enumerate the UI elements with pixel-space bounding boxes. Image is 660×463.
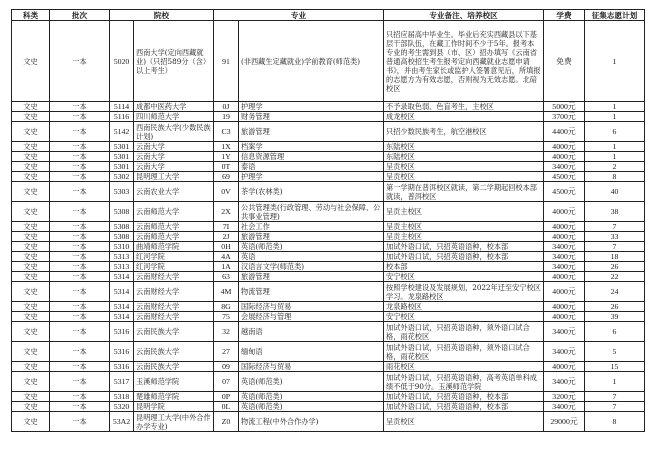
notes-cell: 呈贡校区 (384, 412, 544, 432)
notes-cell: 只招少数民族考生，航空港校区 (384, 122, 544, 142)
tuition-cell: 4000元 (544, 312, 585, 322)
plan-cell: 7 (585, 222, 645, 232)
tuition-cell: 4000元 (544, 272, 585, 282)
major-code-cell: 27 (214, 342, 239, 362)
plan-cell: 8 (585, 412, 645, 432)
category-cell: 文史 (12, 162, 50, 172)
table-row (12, 152, 645, 162)
school-code-cell: 5301 (110, 142, 134, 152)
header-major: 专业 (214, 10, 384, 21)
school-code-cell: 5314 (110, 302, 134, 312)
school-code-cell: 5314 (110, 312, 134, 322)
plan-cell: 7 (585, 242, 645, 252)
school-name-cell: 云南财经大学 (134, 282, 214, 302)
major-code-cell: 0T (214, 162, 239, 172)
major-name-cell: 越南语 (239, 322, 384, 342)
school-code-cell: 5314 (110, 272, 134, 282)
category-cell: 文史 (12, 312, 50, 322)
major-name-cell: 英语(师范类) (239, 242, 384, 252)
notes-cell: 加试外语口试，只招英语语种，校本部 (384, 392, 544, 402)
batch-cell: 一本 (50, 272, 110, 282)
category-cell: 文史 (12, 372, 50, 392)
notes-cell: 加试外语口试，只招英语语种，须外语口试合格，雨花校区 (384, 342, 544, 362)
plan-cell: 7 (585, 402, 645, 412)
school-code-cell: 5302 (110, 172, 134, 182)
major-code-cell: 8G (214, 302, 239, 312)
tuition-cell: 4000元 (544, 222, 585, 232)
school-name-cell: 云南大学 (134, 142, 214, 152)
category-cell: 文史 (12, 172, 50, 182)
major-code-cell: 1X (214, 142, 239, 152)
notes-cell: 呈贡主校区 (384, 232, 544, 242)
notes-cell: 加试外语口试，只招英语语种，校本部 (384, 252, 544, 262)
plan-cell: 8 (585, 172, 645, 182)
header-batch: 批次 (50, 10, 110, 21)
category-cell: 文史 (12, 252, 50, 262)
major-name-cell: 英语(师范类) (239, 392, 384, 402)
school-name-cell: 云南民族大学 (134, 322, 214, 342)
plan-cell: 15 (585, 362, 645, 372)
batch-cell: 一本 (50, 182, 110, 202)
batch-cell: 一本 (50, 312, 110, 322)
school-code-cell: 5316 (110, 362, 134, 372)
tuition-cell: 3400元 (544, 242, 585, 252)
batch-cell: 一本 (50, 282, 110, 302)
notes-cell: 成龙校区 (384, 112, 544, 122)
tuition-cell: 4000元 (544, 362, 585, 372)
major-name-cell: 缅甸语 (239, 342, 384, 362)
batch-cell: 一本 (50, 402, 110, 412)
tuition-cell: 4500元 (544, 172, 585, 182)
school-code-cell: 5142 (110, 122, 134, 142)
school-name-cell: 玉溪师范学院 (134, 372, 214, 392)
major-code-cell: C3 (214, 122, 239, 142)
plan-cell: 18 (585, 252, 645, 262)
table-row (12, 322, 645, 342)
major-name-cell: 物流工程(中外合作办学) (239, 412, 384, 432)
major-name-cell: 旅游管理 (239, 272, 384, 282)
major-name-cell: 汉语言文学(师范类) (239, 262, 384, 272)
batch-cell: 一本 (50, 202, 110, 222)
tuition-cell: 3400元 (544, 342, 585, 362)
school-code-cell: 5020 (110, 21, 134, 102)
plan-cell: 1 (585, 142, 645, 152)
category-cell: 文史 (12, 232, 50, 242)
table-row (12, 282, 645, 302)
major-code-cell: 75 (214, 312, 239, 322)
notes-cell: 东陆校区 (384, 142, 544, 152)
header-school: 院校 (110, 10, 214, 21)
major-name-cell: 英语 (239, 252, 384, 262)
plan-cell: 7 (585, 392, 645, 402)
batch-cell: 一本 (50, 152, 110, 162)
table-row (12, 202, 645, 222)
category-cell: 文史 (12, 402, 50, 412)
notes-cell: 不予录取色弱、色盲考生，主校区 (384, 102, 544, 112)
major-code-cell: 07 (214, 372, 239, 392)
tuition-cell: 4000元 (544, 282, 585, 302)
major-name-cell: 英语(师范类) (239, 402, 384, 412)
school-name-cell: 红河学院 (134, 262, 214, 272)
school-code-cell: 5303 (110, 182, 134, 202)
school-code-cell: 5308 (110, 202, 134, 222)
major-code-cell: 0H (214, 242, 239, 252)
tuition-cell: 4000元 (544, 202, 585, 222)
major-code-cell: 7I (214, 222, 239, 232)
school-name-cell: 四川师范大学 (134, 112, 214, 122)
batch-cell: 一本 (50, 392, 110, 402)
plan-cell: 1 (585, 112, 645, 122)
category-cell: 文史 (12, 102, 50, 112)
notes-cell: 呈贡主校区 (384, 202, 544, 222)
tuition-cell: 3200元 (544, 392, 585, 402)
batch-cell: 一本 (50, 122, 110, 142)
tuition-cell: 4400元 (544, 122, 585, 142)
table-row (12, 392, 645, 402)
batch-cell: 一本 (50, 232, 110, 242)
notes-cell: 安宁校区 (384, 272, 544, 282)
school-code-cell: 5301 (110, 152, 134, 162)
table-row (12, 342, 645, 362)
school-name-cell: 成都中医药大学 (134, 102, 214, 112)
school-code-cell: 5313 (110, 252, 134, 262)
major-name-cell: 茶学(农林类) (239, 182, 384, 202)
plan-cell: 24 (585, 282, 645, 302)
notes-cell: 第一学期在普洱校区就读，第二学期起回校本部就读，普洱校区 (384, 182, 544, 202)
category-cell: 文史 (12, 112, 50, 122)
batch-cell: 一本 (50, 222, 110, 232)
plan-cell: 26 (585, 302, 645, 312)
table-row (12, 162, 645, 172)
tuition-cell: 29000元 (544, 412, 585, 432)
category-cell: 文史 (12, 282, 50, 302)
school-name-cell: 云南民族大学 (134, 342, 214, 362)
plan-cell: 1 (585, 102, 645, 112)
major-name-cell: 护理学 (239, 102, 384, 112)
batch-cell: 一本 (50, 162, 110, 172)
batch-cell: 一本 (50, 242, 110, 252)
school-name-cell: 昆明理工大学 (134, 172, 214, 182)
table-row (12, 172, 645, 182)
school-name-cell: 云南师范大学 (134, 232, 214, 242)
category-cell: 文史 (12, 342, 50, 362)
plan-cell: 1 (585, 372, 645, 392)
plan-cell: 6 (585, 122, 645, 142)
major-name-cell: 英语(师范类) (239, 372, 384, 392)
major-code-cell: 0P (214, 392, 239, 402)
major-code-cell: 09 (214, 362, 239, 372)
major-code-cell: 1A (214, 262, 239, 272)
major-name-cell: 国际经济与贸易 (239, 362, 384, 372)
tuition-cell: 4500元 (544, 182, 585, 202)
header-tuition: 学费 (544, 10, 585, 21)
table-row (12, 21, 645, 102)
school-name-cell: 曲靖师范学院 (134, 242, 214, 252)
major-name-cell: 旅游管理 (239, 232, 384, 242)
batch-cell: 一本 (50, 252, 110, 262)
batch-cell: 一本 (50, 172, 110, 182)
plan-cell: 2 (585, 162, 645, 172)
school-name-cell: 昆明学院 (134, 402, 214, 412)
batch-cell: 一本 (50, 342, 110, 362)
batch-cell: 一本 (50, 302, 110, 312)
school-code-cell: 5308 (110, 232, 134, 242)
table-row (12, 102, 645, 112)
major-name-cell: 信息资源管理 (239, 152, 384, 162)
major-code-cell: 4A (214, 252, 239, 262)
major-name-cell: 会展经济与管理 (239, 312, 384, 322)
plan-cell: 40 (585, 182, 645, 202)
tuition-cell: 免费 (544, 21, 585, 102)
notes-cell: 只招应届高中毕业生。毕业后充实西藏县以下基层干部队伍，在藏工作时间不少于5年。报考本专业的考生需到县（市、区）招办填写《云南省普通高校招生考生报考定向西藏就业志愿申请书》，并由考生家长或监护人签署意见后，所填报的志愿方为有效志愿，否则视为无效志愿。北碚校区 (384, 21, 544, 102)
school-name-cell: 楚雄师范学院 (134, 392, 214, 402)
table-row (12, 142, 645, 152)
major-name-cell: (非西藏生定藏就业)学前教育(师范类) (239, 21, 384, 102)
major-name-cell: 物流管理 (239, 282, 384, 302)
plan-cell: 1 (585, 152, 645, 162)
major-name-cell: 公共管理类(行政管理、劳动与社会保障、公共事业管理) (239, 202, 384, 222)
batch-cell: 一本 (50, 262, 110, 272)
table-row (12, 122, 645, 142)
major-name-cell: 财务管理 (239, 112, 384, 122)
admission-plan-table (11, 9, 645, 432)
batch-cell: 一本 (50, 322, 110, 342)
tuition-cell: 5000元 (544, 102, 585, 112)
plan-cell: 33 (585, 232, 645, 242)
table-row (12, 222, 645, 232)
notes-cell: 呈贡校区 (384, 172, 544, 182)
school-code-cell: 5314 (110, 282, 134, 302)
plan-cell: 38 (585, 202, 645, 222)
plan-cell: 26 (585, 262, 645, 272)
major-code-cell: 69 (214, 172, 239, 182)
category-cell: 文史 (12, 142, 50, 152)
notes-cell: 呈贡主校区 (384, 222, 544, 232)
table-row (12, 312, 645, 322)
table-row (12, 252, 645, 262)
category-cell: 文史 (12, 152, 50, 162)
batch-cell: 一本 (50, 112, 110, 122)
school-code-cell: 5116 (110, 112, 134, 122)
school-code-cell: 5313 (110, 262, 134, 272)
notes-cell: 加试外语口试，只招英语语种，校本部 (384, 402, 544, 412)
category-cell: 文史 (12, 242, 50, 252)
major-code-cell: 0V (214, 182, 239, 202)
major-code-cell: 32 (214, 322, 239, 342)
major-name-cell: 泰语 (239, 162, 384, 172)
major-code-cell: 2J (214, 232, 239, 242)
notes-cell: 雨花校区 (384, 362, 544, 372)
table-row (12, 402, 645, 412)
school-code-cell: 5308 (110, 222, 134, 232)
school-code-cell: 5318 (110, 392, 134, 402)
school-name-cell: 西南民族大学(少数民族计划) (134, 122, 214, 142)
school-code-cell: 5320 (110, 402, 134, 412)
major-name-cell: 旅游管理 (239, 122, 384, 142)
school-name-cell: 云南农业大学 (134, 182, 214, 202)
school-code-cell: 53A2 (110, 412, 134, 432)
table-row (12, 182, 645, 202)
school-name-cell: 云南师范大学 (134, 222, 214, 232)
header-plan: 征集志愿计划 (585, 10, 645, 21)
school-name-cell: 云南财经大学 (134, 312, 214, 322)
batch-cell: 一本 (50, 362, 110, 372)
major-code-cell: 1Y (214, 152, 239, 162)
school-name-cell: 云南民族大学 (134, 362, 214, 372)
category-cell: 文史 (12, 222, 50, 232)
tuition-cell: 3400元 (544, 372, 585, 392)
table-row (12, 372, 645, 392)
table-row (12, 232, 645, 242)
major-code-cell: 0J (214, 102, 239, 112)
category-cell: 文史 (12, 202, 50, 222)
tuition-cell: 3400元 (544, 162, 585, 172)
table-row (12, 362, 645, 372)
notes-cell: 龙泉路校区 (384, 302, 544, 312)
major-code-cell: 4M (214, 282, 239, 302)
category-cell: 文史 (12, 182, 50, 202)
category-cell: 文史 (12, 302, 50, 312)
major-code-cell: 63 (214, 272, 239, 282)
header-category: 科类 (12, 10, 50, 21)
table-row (12, 272, 645, 282)
school-code-cell: 5317 (110, 372, 134, 392)
category-cell: 文史 (12, 21, 50, 102)
school-name-cell: 红河学院 (134, 252, 214, 262)
major-name-cell: 社会工作 (239, 222, 384, 232)
notes-cell: 安宁校区 (384, 312, 544, 322)
notes-cell: 加试外语口试，只招英语语种，须外语口试合格，雨花校区 (384, 322, 544, 342)
table-row (12, 112, 645, 122)
tuition-cell: 3400元 (544, 402, 585, 412)
notes-cell: 加试外语口试，只招英语语种，高考英语单科成绩不低于90分。玉溪师范学院 (384, 372, 544, 392)
table-row (12, 262, 645, 272)
plan-cell: 39 (585, 312, 645, 322)
school-name-cell: 云南大学 (134, 152, 214, 162)
tuition-cell: 3400元 (544, 322, 585, 342)
tuition-cell: 4000元 (544, 142, 585, 152)
school-name-cell: 云南财经大学 (134, 302, 214, 312)
tuition-cell: 3700元 (544, 112, 585, 122)
major-code-cell: 91 (214, 21, 239, 102)
notes-cell: 加试外语口试，只招英语语种，校本部 (384, 242, 544, 252)
plan-cell: 6 (585, 322, 645, 342)
major-name-cell: 国际经济与贸易 (239, 302, 384, 312)
tuition-cell: 4000元 (544, 232, 585, 242)
major-code-cell: 2X (214, 202, 239, 222)
notes-cell: 按照学校建设及发展规划，2022年迁至安宁校区学习。龙泉路校区 (384, 282, 544, 302)
batch-cell: 一本 (50, 412, 110, 432)
batch-cell: 一本 (50, 102, 110, 112)
category-cell: 文史 (12, 122, 50, 142)
major-code-cell: 19 (214, 112, 239, 122)
school-name-cell: 云南大学 (134, 162, 214, 172)
batch-cell: 一本 (50, 372, 110, 392)
header-notes: 专业备注、培养校区 (384, 10, 544, 21)
plan-cell: 1 (585, 21, 645, 102)
school-name-cell: 西南大学(定向西藏就业)（只招589分（含）以上考生） (134, 21, 214, 102)
tuition-cell: 4000元 (544, 152, 585, 162)
table-row (12, 242, 645, 252)
tuition-cell: 3400元 (544, 252, 585, 262)
plan-cell: 5 (585, 342, 645, 362)
major-name-cell: 档案学 (239, 142, 384, 152)
table-row (12, 412, 645, 432)
tuition-cell: 4000元 (544, 302, 585, 312)
plan-cell: 22 (585, 272, 645, 282)
table-body (12, 21, 645, 432)
category-cell: 文史 (12, 272, 50, 282)
category-cell: 文史 (12, 362, 50, 372)
major-code-cell: 0L (214, 402, 239, 412)
school-name-cell: 昆明理工大学(中外合作办学专业) (134, 412, 214, 432)
notes-cell: 校本部 (384, 262, 544, 272)
tuition-cell: 3400元 (544, 262, 585, 272)
table-row (12, 302, 645, 312)
category-cell: 文史 (12, 262, 50, 272)
major-code-cell: Z0 (214, 412, 239, 432)
school-code-cell: 5301 (110, 162, 134, 172)
batch-cell: 一本 (50, 142, 110, 152)
school-code-cell: 5310 (110, 242, 134, 252)
school-name-cell: 云南财经大学 (134, 272, 214, 282)
header-row (12, 10, 645, 21)
category-cell: 文史 (12, 322, 50, 342)
school-code-cell: 5316 (110, 322, 134, 342)
school-code-cell: 5316 (110, 342, 134, 362)
school-name-cell: 云南师范大学 (134, 202, 214, 222)
notes-cell: 东陆校区 (384, 152, 544, 162)
batch-cell: 一本 (50, 21, 110, 102)
category-cell: 文史 (12, 392, 50, 402)
major-name-cell: 护理学 (239, 172, 384, 182)
category-cell: 文史 (12, 412, 50, 432)
school-code-cell: 5114 (110, 102, 134, 112)
notes-cell: 呈贡校区 (384, 162, 544, 172)
